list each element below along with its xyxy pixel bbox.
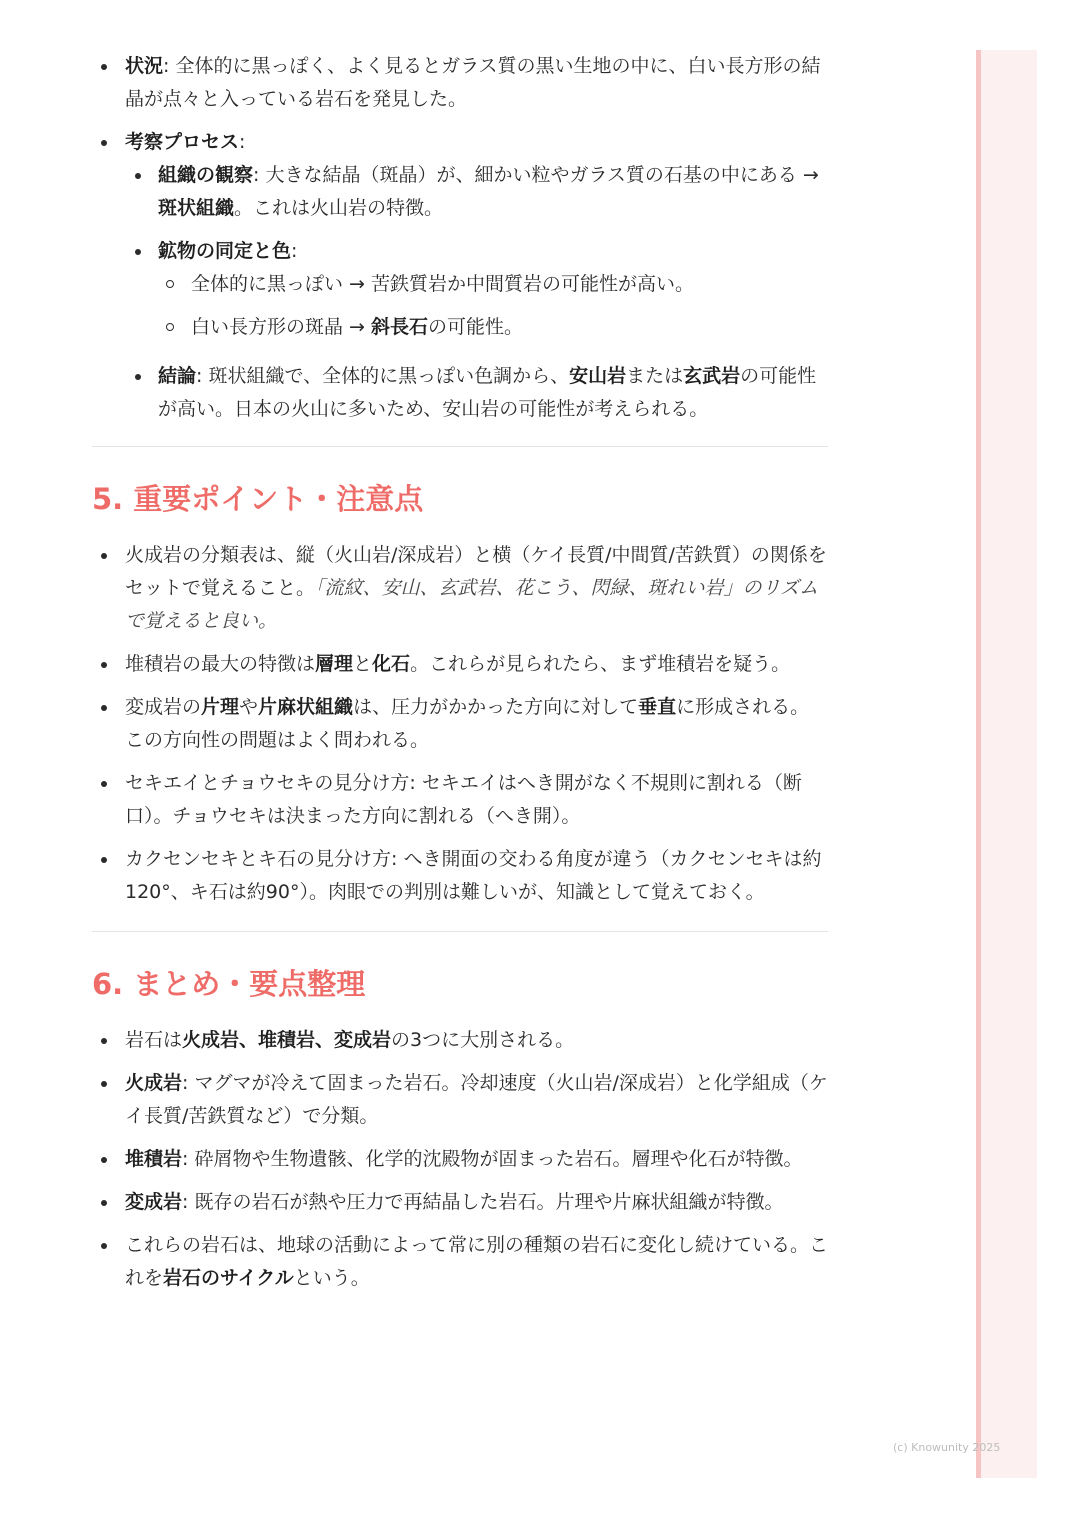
section-6-item [92, 1067, 828, 1133]
mineral-sublist [158, 268, 828, 344]
mineral-sub-bold: 斜長石 [371, 316, 429, 338]
texture-text: : 大きな結晶（斑晶）が、細かい粒やガラス質の石基の中にある → [253, 164, 819, 186]
list-item-mineral [125, 235, 828, 344]
section-6-item5-bold: 岩石のサイクル [163, 1267, 294, 1289]
conclusion-bold-andesite: 安山岩 [569, 365, 627, 387]
section-6-item4-bold: 変成岩 [125, 1191, 183, 1213]
section-6-item5-text-end: という。 [293, 1267, 370, 1289]
mineral-label: 鉱物の同定と色 [158, 240, 292, 262]
list-item-texture [125, 159, 828, 225]
list-item-status [92, 50, 828, 116]
conclusion-label: 結論 [158, 365, 197, 387]
conclusion-text-or: または [626, 365, 684, 387]
section-5-item3-text: 変成岩の [125, 696, 202, 718]
section-5-heading: 5. 重要ポイント・注意点 [92, 482, 424, 516]
section-5-item [92, 843, 828, 909]
section-5-item3-text-ya: や [239, 696, 259, 718]
section-6-item4-text: : 既存の岩石が熱や圧力で再結晶した岩石。片理や片麻状組織が特徴。 [182, 1191, 784, 1213]
mineral-sub-text-end: の可能性。 [428, 316, 524, 338]
status-label: 状況 [125, 55, 164, 77]
mineral-sub-item [158, 268, 828, 301]
list-item-process [92, 126, 828, 426]
section-6-item1-text-end: の3つに大別される。 [391, 1029, 575, 1051]
section-6-list [92, 1024, 828, 1295]
section-5-item3-text-mid: は、圧力がかかった方向に対して [353, 696, 639, 718]
section-5-item2-bold-fossil: 化石 [372, 653, 411, 675]
mineral-sub-text: 白い長方形の斑晶 → [191, 316, 371, 338]
section-6-item3-bold: 堆積岩 [125, 1148, 183, 1170]
section-6-item1-bold: 火成岩、堆積岩、変成岩 [182, 1029, 392, 1051]
section-5-item [92, 648, 828, 681]
section-5-item [92, 767, 828, 833]
conclusion-bold-basalt: 玄武岩 [683, 365, 741, 387]
section-5-item3-bold-gneissose: 片麻状組織 [258, 696, 354, 718]
section-6-item5-text: これらの岩石は、地球の活動によって常に別の種類の岩石に変化し続けている。これを [125, 1234, 829, 1289]
section-5-item3-bold-vertical: 垂直 [638, 696, 677, 718]
conclusion-text-end: の可能性が高い。日本の火山に多いため、安山岩の可能性が考えられる。 [158, 365, 817, 420]
mineral-colon: : [291, 240, 298, 262]
section-divider [92, 446, 828, 447]
section-5-item5-text: カクセンセキとキ石の見分け方: へき開面の交わる角度が違う（カクセンセキは約120°、キ石は約90°）。肉眼での判別は難しいが、知識として覚えておく。 [125, 848, 822, 903]
process-colon: : [239, 131, 246, 153]
mineral-sub-item [158, 311, 828, 344]
section-6-item [92, 1143, 828, 1176]
section-5-item1-text: 火成岩の分類表は、縦（火山岩/深成岩）と横（ケイ長質/中間質/苦鉄質）の関係をセットで覚えること。 [125, 544, 827, 599]
process-label: 考察プロセス [125, 131, 240, 153]
section-5-item2-text-and: と [353, 653, 373, 675]
section-6-item [92, 1024, 828, 1057]
section-6-item [92, 1186, 828, 1219]
section-6-item [92, 1229, 828, 1295]
section-5-item [92, 691, 828, 757]
section-5-item3-text-end: に形成される。この方向性の問題はよく問われる。 [125, 696, 810, 751]
section-6-item1-text: 岩石は [125, 1029, 183, 1051]
section-5-item3-bold-schistosity: 片理 [201, 696, 240, 718]
conclusion-text: : 斑状組織で、全体的に黒っぽい色調から、 [196, 365, 570, 387]
section-5-list [92, 539, 828, 909]
texture-label: 組織の観察 [158, 164, 254, 186]
section-5-item4-text: セキエイとチョウセキの見分け方: セキエイはへき開がなく不規則に割れる（断口）。チョウセキは決まった方向に割れる（へき開）。 [125, 772, 802, 827]
observation-list [92, 50, 828, 426]
section-5-item [92, 539, 828, 638]
margin-sidebar [976, 50, 1037, 1478]
section-5-item2-bold-bedding: 層理 [315, 653, 354, 675]
section-5-item1-italic: 「流紋、安山、玄武岩、花こう、閃緑、斑れい岩」のリズムで覚えると良い。 [125, 577, 819, 632]
section-5-item2-text-end: 。これらが見られたら、まず堆積岩を疑う。 [410, 653, 791, 675]
mineral-sub-text: 全体的に黒っぽい → 苦鉄質岩か中間質岩の可能性が高い。 [191, 273, 695, 295]
process-sublist [125, 159, 828, 426]
section-6-item2-bold: 火成岩 [125, 1072, 183, 1094]
section-6-item2-text: : マグマが冷えて固まった岩石。冷却速度（火山岩/深成岩）と化学組成（ケイ長質/苦鉄質など）で分類。 [125, 1072, 828, 1127]
copyright-footer: (c) Knowunity 2025 [893, 1441, 1001, 1454]
section-5-item2-text: 堆積岩の最大の特徴は [125, 653, 316, 675]
section-divider [92, 931, 828, 932]
section-6-item3-text: : 砕屑物や生物遺骸、化学的沈殿物が固まった岩石。層理や化石が特徴。 [182, 1148, 803, 1170]
texture-text-end: 。これは火山岩の特徴。 [234, 197, 444, 219]
section-6-heading: 6. まとめ・要点整理 [92, 967, 366, 1001]
status-text: : 全体的に黒っぽく、よく見るとガラス質の黒い生地の中に、白い長方形の結晶が点々と入っている岩石を発見した。 [125, 55, 821, 110]
list-item-conclusion [125, 360, 828, 426]
document-content [92, 50, 828, 1305]
texture-bold: 斑状組織 [158, 197, 235, 219]
